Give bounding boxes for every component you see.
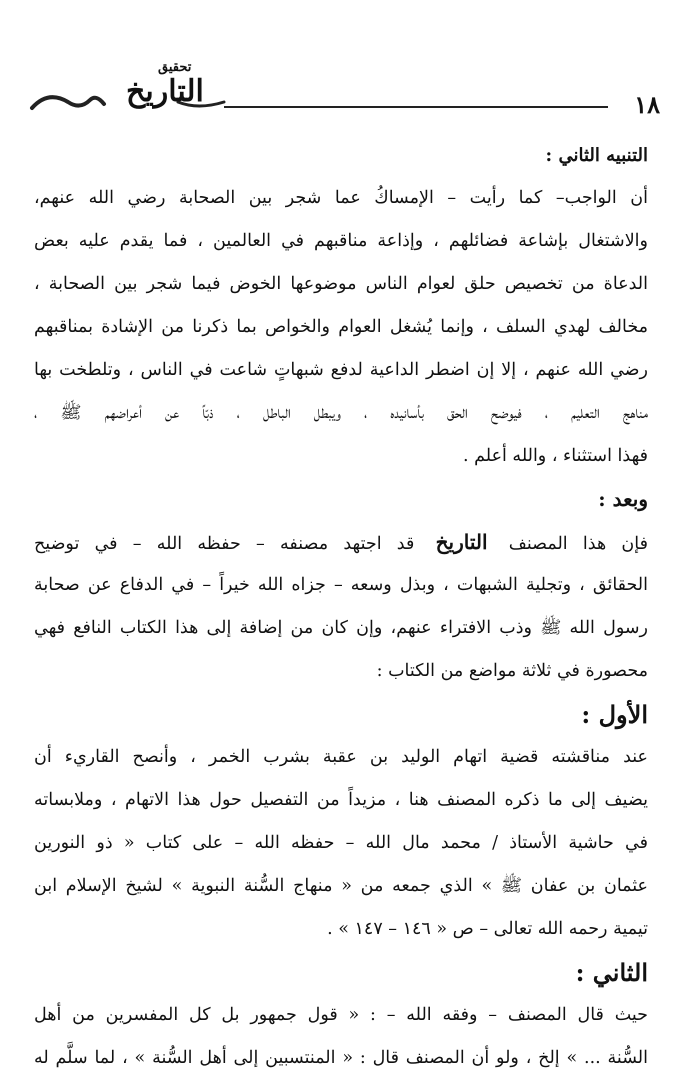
paragraph-line: حيث قال المصنف – وفقه الله – : « قول جمهور بل كل المفسرين من أهل <box>34 1005 648 1025</box>
paragraph-line: مخالف لهدي السلف ، وإنما يُشغل العوام والخواص بما ذكرنا من الإشادة بمناقبهم <box>34 317 648 337</box>
paragraph-line: عند مناقشته قضية اتهام الوليد بن عقبة بشرب الخمر ، وأنصح القاريء أن <box>34 747 648 767</box>
paragraph-line: عثمان بن عفان ﷺ » الذي جمعه من « منهاج السُّنة النبوية » لشيخ الإسلام ابن <box>34 876 648 896</box>
page-header <box>28 60 668 130</box>
section-heading-first: الأول : <box>581 700 648 729</box>
paragraph-line: أن الواجب– كما رأيت – الإمساكُ عما شجر بين الصحابة رضي الله عنهم، <box>34 188 648 208</box>
line-segment: فإن هذا المصنف <box>508 534 648 554</box>
paragraph-line: في حاشية الأستاذ / محمد مال الله – حفظه الله – على كتاب « ذو النورين <box>34 833 648 853</box>
book-subtitle: تحقيق <box>158 60 192 75</box>
line-segment: قد اجتهد مصنفه – حفظه الله – في توضيح <box>34 534 415 554</box>
paragraph-line <box>34 521 648 564</box>
paragraph-line: رسول الله ﷺ وذب الافتراء عنهم، وإن كان من إضافة إلى هذا الكتاب النافع فهي <box>34 618 648 638</box>
page-body <box>34 134 648 1080</box>
paragraph-line: السُّنة ... » إلخ ، ولو أن المصنف قال : « المنتسبين إلى أهل السُّنة » ، لما سلَّم له <box>34 1048 648 1068</box>
paragraph-line: رضي الله عنهم ، إلا إن اضطر الداعية لدفع شبهاتٍ شاعت في الناس ، وتلطخت بها <box>34 360 648 380</box>
section-heading-and-after: وبعد : <box>598 487 648 511</box>
header-rule <box>224 106 608 108</box>
section-heading-second: الثاني : <box>575 958 648 987</box>
paragraph-line: الدعاة من تخصيص حلق لعوام الناس موضوعها الخوض فيما شجر بين الصحابة ، <box>34 274 648 294</box>
paragraph-line: محصورة في ثلاثة مواضع من الكتاب : <box>376 661 648 681</box>
book-title: التاريخ <box>126 74 204 109</box>
paragraph-line: فهذا استثناء ، والله أعلم . <box>463 446 648 466</box>
inline-book-title: التاريخ <box>435 530 488 554</box>
paragraph-line: يضيف إلى ما ذكره المصنف هنا ، مزيداً من التفصيل حول هذا الاتهام ، وملابساته <box>34 790 648 810</box>
paragraph-line: مناهج التعليم ، فيوضح الحق بأسانيده ، ويبطل الباطل ، ذبّاً عن أعراضهم ﷺ ، <box>34 403 648 423</box>
page-number: ١٨ <box>634 90 660 119</box>
paragraph-line: الحقائق ، وتجلية الشبهات ، وبذل وسعه – جزاه الله خيراً – في الدفاع عن صحابة <box>34 575 648 595</box>
section-heading-second-note: التنبيه الثاني : <box>545 145 648 166</box>
paragraph-line: تيمية رحمه الله تعالى – ص « ١٤٦ – ١٤٧ » . <box>327 919 648 939</box>
paragraph-line: والاشتغال بإشاعة فضائلهم ، وإذاعة مناقبهم في العالمين ، فما يقدم عليه بعض <box>34 231 648 251</box>
